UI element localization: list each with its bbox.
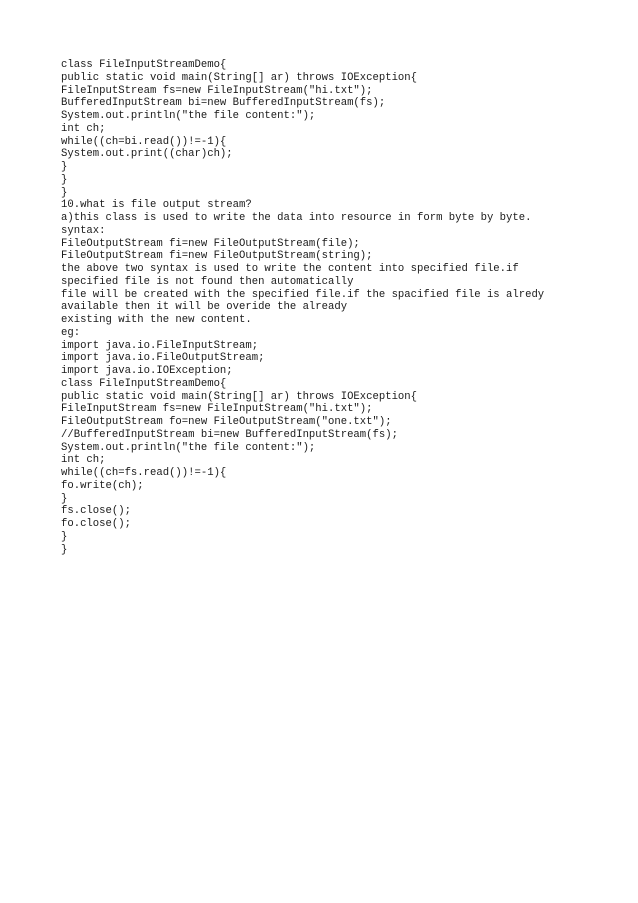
text-line: FileOutputStream fo=new FileOutputStream("one.txt"); <box>61 416 392 428</box>
text-line: public static void main(String[] ar) throws IOException{ <box>61 71 418 84</box>
text-line: file will be created with the specified file.if the spacified file is alredy <box>61 288 545 301</box>
text-line: class FileInputStreamDemo{ <box>61 377 227 390</box>
question-heading: 10.what is file output stream? <box>61 199 252 212</box>
example-label: eg: <box>61 326 81 339</box>
text-line: FileInputStream fs=new FileInputStream("hi.txt"); <box>61 403 373 416</box>
text-line: class FileInputStreamDemo{ <box>61 59 227 71</box>
text-line: specified file is not found then automatically <box>61 275 354 288</box>
text-line: the above two syntax is used to write the content into specified file.if <box>61 263 519 275</box>
text-line: BufferedInputStream bi=new BufferedInputStream(fs); <box>61 97 386 110</box>
text-line: int ch; <box>61 454 106 467</box>
text-line: FileInputStream fs=new FileInputStream("hi.txt"); <box>61 84 373 97</box>
text-line: } <box>61 492 68 505</box>
text-line: FileOutputStream fi=new FileOutputStream(file); <box>61 237 360 250</box>
syntax-label: syntax: <box>61 224 106 237</box>
text-line: import java.io.IOException; <box>61 365 233 377</box>
text-line: } <box>61 543 68 556</box>
text-line: System.out.println("the file content:"); <box>61 441 316 454</box>
text-line: existing with the new content. <box>61 314 252 326</box>
document-text <box>61 59 621 556</box>
text-line: while((ch=fs.read())!=-1){ <box>61 467 227 479</box>
text-line: //BufferedInputStream bi=new BufferedInputStream(fs); <box>61 428 398 441</box>
text-line: System.out.println("the file content:"); <box>61 110 316 122</box>
answer-line: a)this class is used to write the data into resource in form byte by byte. <box>61 212 532 224</box>
text-line: import java.io.FileInputStream; <box>61 339 259 352</box>
text-line: fs.close(); <box>61 505 131 518</box>
text-line: fo.close(); <box>61 518 131 530</box>
text-line: import java.io.FileOutputStream; <box>61 352 265 365</box>
text-line: fo.write(ch); <box>61 479 144 492</box>
text-line: available then it will be overide the already <box>61 301 348 314</box>
text-line: FileOutputStream fi=new FileOutputStream(string); <box>61 250 373 263</box>
text-line: System.out.print((char)ch); <box>61 148 233 161</box>
text-line: } <box>61 161 68 173</box>
text-line: while((ch=bi.read())!=-1){ <box>61 135 227 148</box>
text-line: } <box>61 530 68 543</box>
text-line: int ch; <box>61 122 106 135</box>
text-line: public static void main(String[] ar) throws IOException{ <box>61 390 418 403</box>
text-line: } <box>61 173 68 186</box>
text-line: } <box>61 186 68 199</box>
